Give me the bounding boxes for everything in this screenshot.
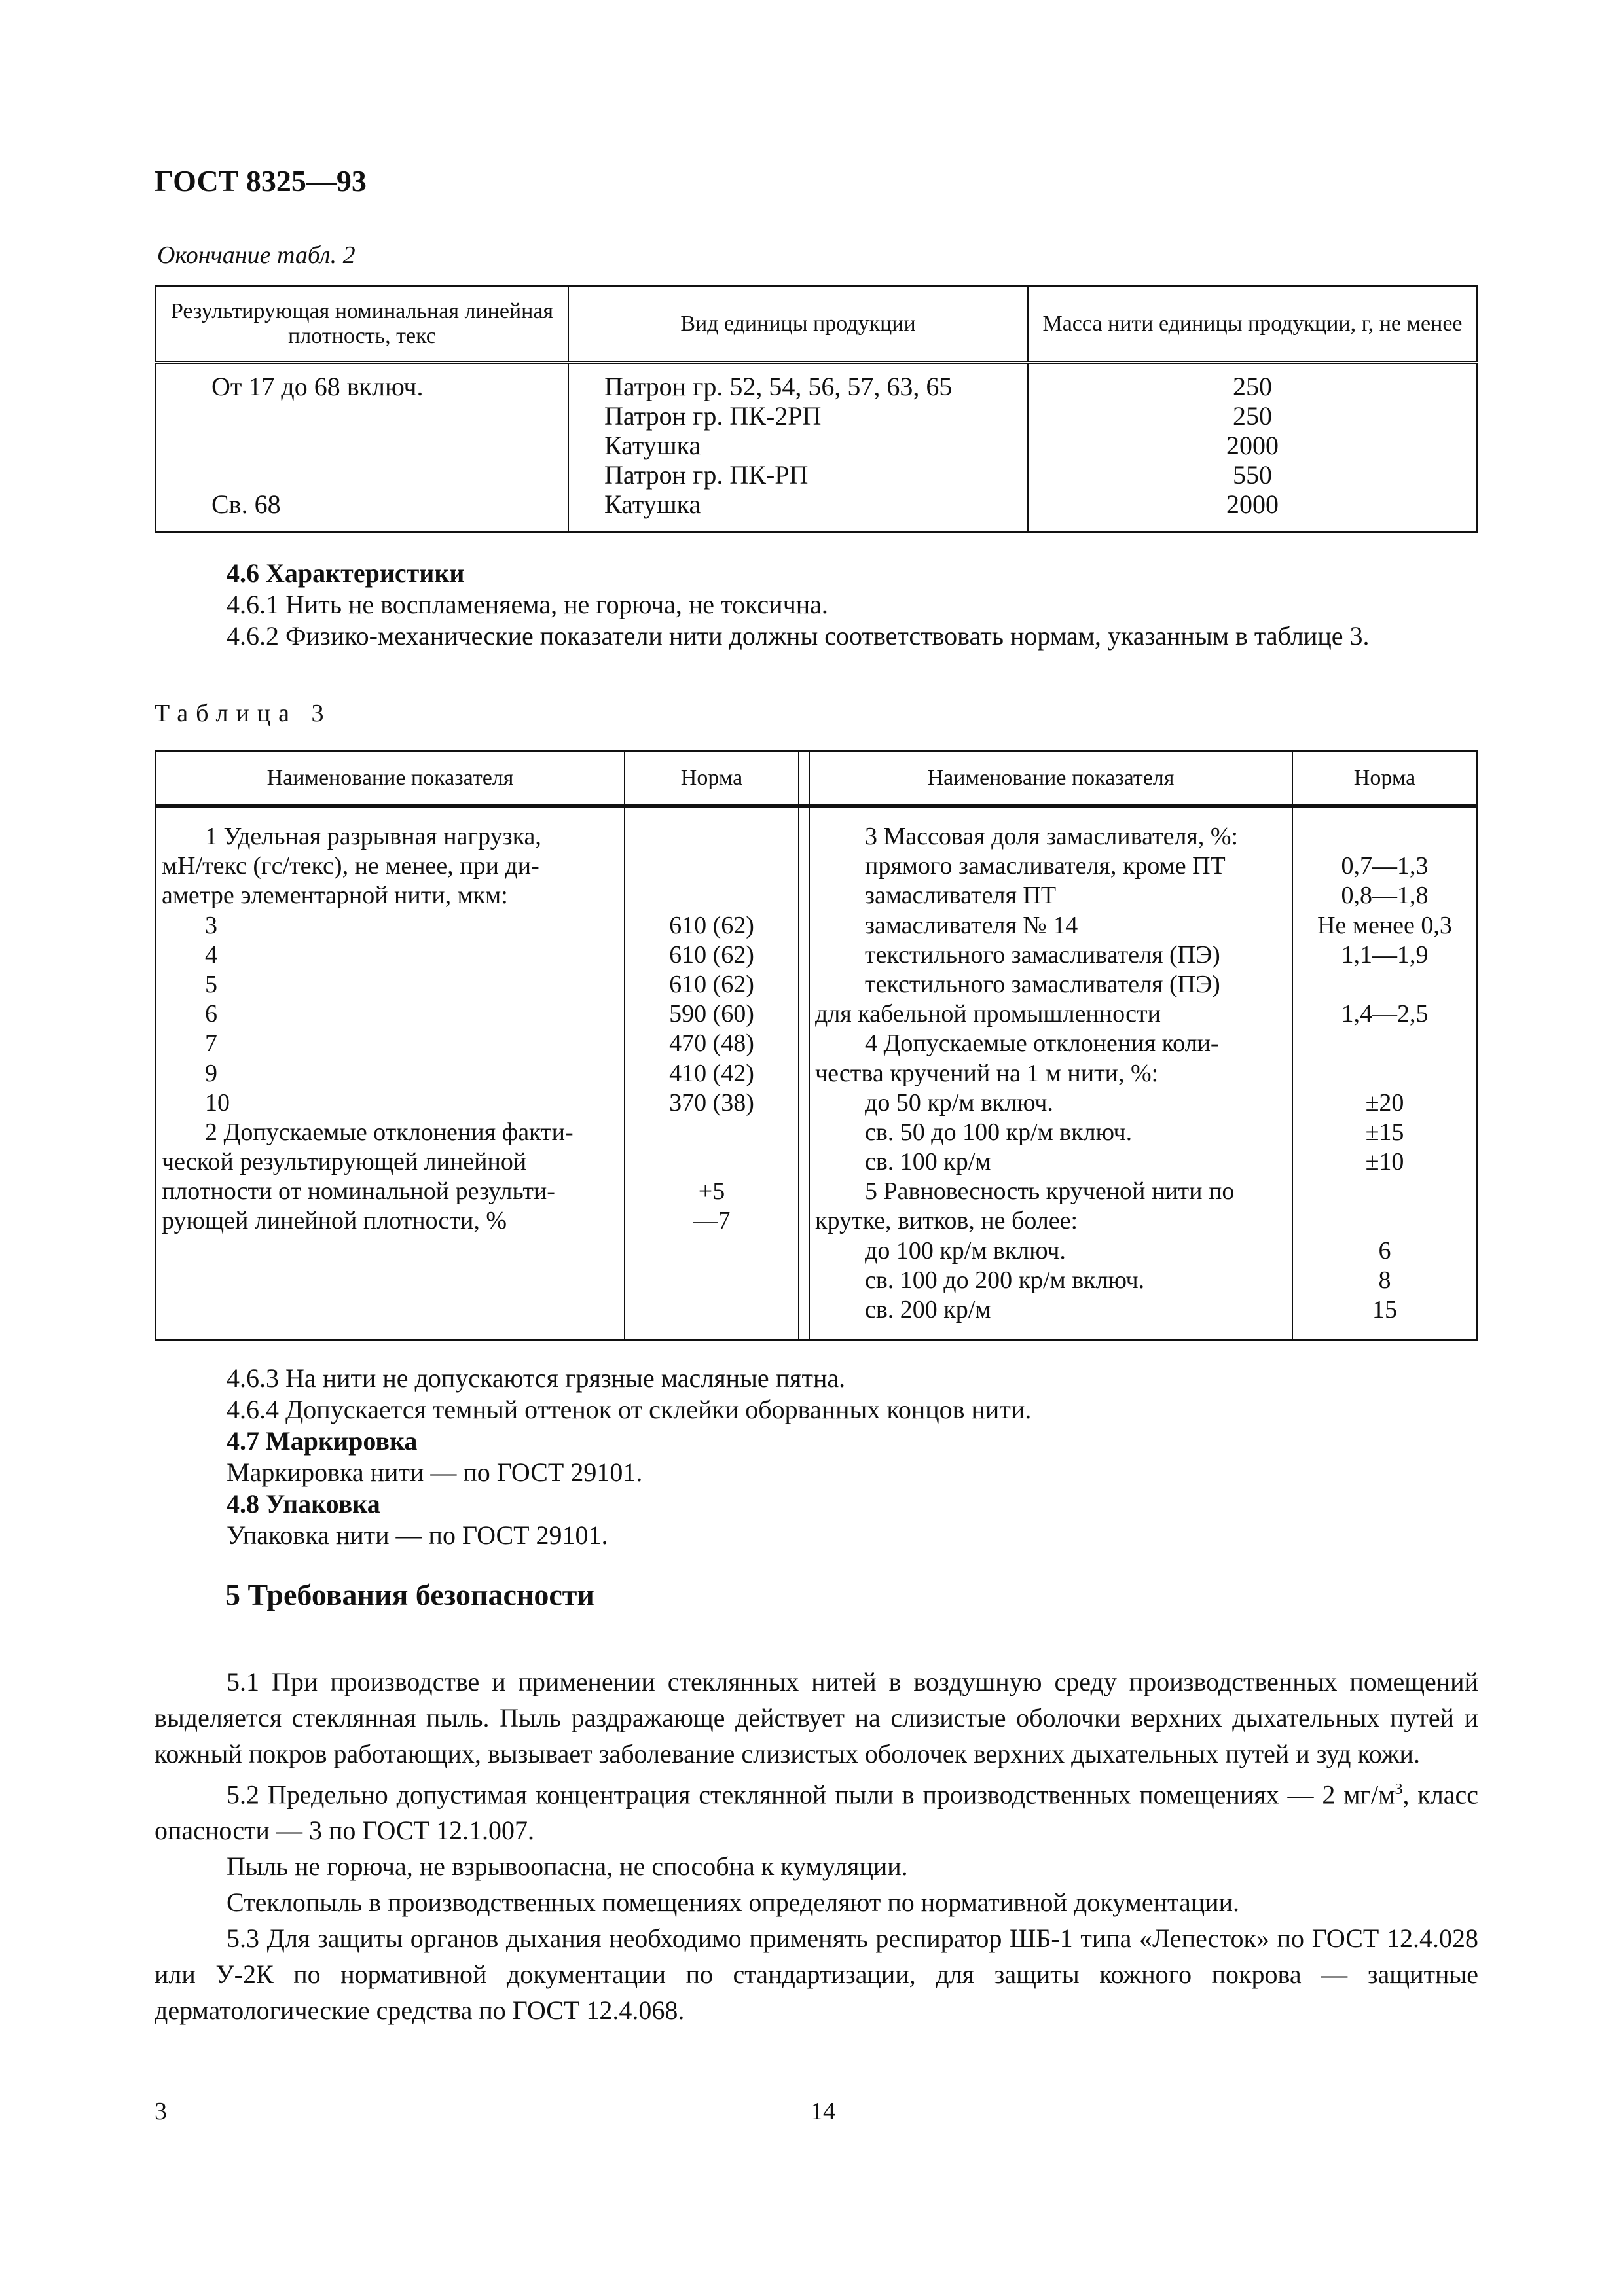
table-row xyxy=(156,806,1478,1340)
section-4-6-title: 4.6 Характеристики xyxy=(227,558,465,588)
table2-header-density: Результирующая номинальная линейная плотность, текс xyxy=(156,287,569,363)
table2-col-mass: 250 250 2000 550 2000 xyxy=(1028,363,1478,533)
table2-header-mass: Масса нити единицы продукции, г, не менее xyxy=(1028,287,1478,363)
page-number: 14 xyxy=(811,2098,835,2125)
section-5-title: 5 Требования безопасности xyxy=(225,1578,594,1611)
table3-right-names: 3 Массовая доля замасливателя, %: прямого замасливателя, кроме ПТ замасливателя ПТ замасливателя № 14 текстильного замасливателя (ПЭ) текстильного замасливателя (ПЭ) для кабельной промышленности 4 Допускаемые отклонения коли- чества кручений на 1 м нити, %: до 50 кр/м включ. св. 50 до 100 кр/м включ. св. 100 кр/м 5 Равновесность крученой нити по крутке, витков, не более: до 100 кр/м включ. св. 100 до 200 кр/м включ. св. 200 кр/м xyxy=(809,806,1292,1340)
table3-left-norms: 610 (62) 610 (62) 610 (62) 590 (60) 470 (48) 410 (42) 370 (38) +5 —7 xyxy=(625,806,799,1340)
paragraph-4-7: Маркировка нити — по ГОСТ 29101. xyxy=(227,1458,643,1487)
table-3 xyxy=(155,750,1478,1341)
section-4-6 xyxy=(155,558,1478,652)
section-4-6-continued xyxy=(155,1363,1478,1551)
table3-header-name-left: Наименование показателя xyxy=(156,751,625,806)
section-4-8-title: 4.8 Упаковка xyxy=(227,1489,380,1518)
paragraph-5-2-dust: Пыль не горюча, не взрывоопасна, не способна к кумуляции. xyxy=(227,1852,908,1882)
table2-col-product: Патрон гр. 52, 54, 56, 57, 63, 65 Патрон гр. ПК-2РП Катушка Патрон гр. ПК-РП Катушка xyxy=(568,363,1028,533)
paragraph-5-1: 5.1 При производстве и применении стеклянных нитей в воздушную среду производственных помещений выделяется стеклянная пыль. Пыль раздражающе действует на слизистые оболочки верхних дыхательных путей и кожный покров работающих, вызывает заболевание слизистых оболочек верхних дыхательных путей и зуд кожи. xyxy=(155,1667,1478,1768)
footer-left-number: 3 xyxy=(155,2098,167,2125)
table3-label: Таблица 3 xyxy=(155,700,332,727)
paragraph-5-2-method: Стеклопыль в производственных помещениях определяют по нормативной документации. xyxy=(227,1888,1239,1918)
paragraph-4-6-4: 4.6.4 Допускается темный оттенок от склейки оборванных концов нити. xyxy=(227,1395,1032,1424)
section-4-7-title: 4.7 Маркировка xyxy=(227,1426,418,1456)
table2-header-product: Вид единицы продукции xyxy=(568,287,1028,363)
section-5-body xyxy=(155,1664,1478,2028)
table3-right-norms: 0,7—1,3 0,8—1,8 Не менее 0,3 1,1—1,9 1,4—2,5 ±20 ±15 ±10 6 8 15 xyxy=(1292,806,1478,1340)
paragraph-5-2: 5.2 Предельно допустимая концентрация стеклянной пыли в производственных помещениях — 2 $мг/м^3$, класс опасности — 3 по ГОСТ 12.1.007. xyxy=(155,1780,1479,1846)
document-header: ГОСТ 8325—93 xyxy=(155,164,367,198)
table-2 xyxy=(155,285,1478,533)
table3-left-names: 1 Удельная разрывная нагрузка, мН/текс (гс/текс), не менее, при ди- аметре элементарной нити, мкм: 3 4 5 6 7 9 10 2 Допускаемые отклонения факти- ческой результирующей линейной плотности от номинальной результи- рующей линейной плотности, % xyxy=(156,806,625,1340)
table2-col-density: От 17 до 68 включ. Св. 68 xyxy=(156,363,569,533)
table3-header-name-right: Наименование показателя xyxy=(809,751,1292,806)
table2-caption: Окончание табл. 2 xyxy=(157,242,356,269)
paragraph-4-8: Упаковка нити — по ГОСТ 29101. xyxy=(227,1520,608,1550)
table3-header-norm-left: Норма xyxy=(625,751,799,806)
paragraph-4-6-2: 4.6.2 Физико-механические показатели нити должны соответствовать нормам, указанным в таблице 3. xyxy=(227,621,1370,651)
paragraph-4-6-3: 4.6.3 На нити не допускаются грязные масляные пятна. xyxy=(227,1363,846,1393)
paragraph-4-6-1: 4.6.1 Нить не воспламеняема, не горюча, не токсична. xyxy=(227,590,828,619)
paragraph-5-3: 5.3 Для защиты органов дыхания необходимо применять респиратор ШБ-1 типа «Лепесток» по ГОСТ 12.4.028 или У-2К по нормативной документации по стандартизации, для защиты кожного покрова — защитные дерматологические средства по ГОСТ 12.4.068. xyxy=(155,1924,1478,2026)
table-row xyxy=(156,363,1478,533)
table3-header-norm-right: Норма xyxy=(1292,751,1478,806)
